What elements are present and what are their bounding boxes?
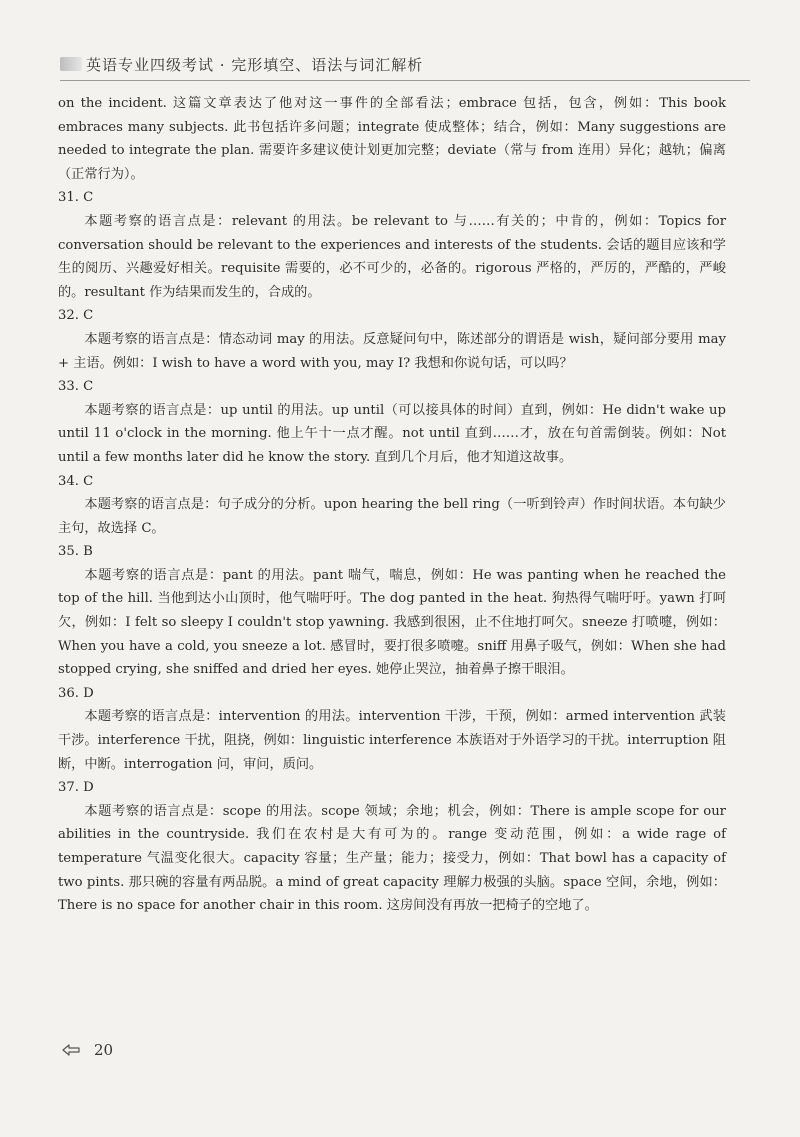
explanation-36: 本题考察的语言点是：intervention 的用法。intervention 干涉，干预，例如：armed intervention 武装干涉。interference 干扰，阻挠，例如：linguistic interference 本族语对于外语学习的干扰。interruption 阻断，中断。interrogation 问，审问，质问。 bbox=[58, 709, 726, 772]
left-arrow-icon bbox=[62, 1043, 80, 1057]
explanation-35: 本题考察的语言点是：pant 的用法。pant 喘气，喘息，例如：He was panting when he reached the top of the hill. 当他到达小山顶时，他气喘吁吁。The dog panted in the heat. 狗热得气喘吁吁。yawn 打呵欠，例如：I felt so sleepy I couldn't stop yawning. 我感到很困，止不住地打呵欠。sneeze 打喷嚏，例如：When you have a cold, you sneeze a lot. 感冒时，要打很多喷嚏。sniff 用鼻子吸气，例如：When she had stopped crying, she sniffed and dried her eyes. 她停止哭泣，抽着鼻子擦干眼泪。 bbox=[58, 567, 726, 678]
header-title: 英语专业四级考试 · 完形填空、语法与词汇解析 bbox=[86, 55, 424, 74]
page-number: 20 bbox=[94, 1041, 114, 1059]
running-header bbox=[60, 50, 750, 78]
answer-number-35: 35. B bbox=[58, 544, 93, 560]
explanation-33: 本题考察的语言点是：up until 的用法。up until（可以接具体的时间）直到，例如：He didn't wake up until 11 o'clock in the morning. 他上午十一点才醒。not until 直到……才，放在句首需倒装。例如：Not until a few months later did he know the story. 直到几个月后，他才知道这故事。 bbox=[58, 402, 726, 465]
answer-number-31: 31. C bbox=[58, 190, 94, 206]
answer-number-36: 36. D bbox=[58, 685, 94, 701]
explanation-37: 本题考察的语言点是：scope 的用法。scope 领域；余地；机会，例如：There is ample scope for our abilities in the countryside. 我们在农村是大有可为的。range 变动范围，例如：a wide rage of temperature 气温变化很大。capacity 容量；生产量；能力；接受力，例如：That bowl has a capacity of two pints. 那只碗的容量有两品脱。a mind of great capacity 理解力极强的头脑。space 空间，余地，例如：There is no space for another chair in this room. 这房间没有再放一把椅子的空地了。 bbox=[58, 803, 726, 914]
book-icon bbox=[60, 57, 82, 71]
continued-paragraph: on the incident. 这篇文章表达了他对这一事件的全部看法；embrace 包括，包含，例如：This book embraces many subjects. 此书包括许多问题；integrate 使成整体；结合，例如：Many suggestions are needed to integrate the plan. 需要许多建议使计划更加完整；deviate（常与 from 连用）异化；越轨；偏离（正常行为）。 bbox=[58, 96, 726, 182]
answer-number-34: 34. C bbox=[58, 473, 94, 489]
page-footer bbox=[62, 1038, 113, 1062]
explanation-32: 本题考察的语言点是：情态动词 may 的用法。反意疑问句中，陈述部分的谓语是 wish，疑问部分要用 may + 主语。例如：I wish to have a word with you, may I? 我想和你说句话，可以吗？ bbox=[58, 331, 726, 371]
header-divider bbox=[60, 80, 750, 81]
page-body bbox=[58, 92, 726, 918]
answer-number-32: 32. C bbox=[58, 308, 94, 324]
explanation-34: 本题考察的语言点是：句子成分的分析。upon hearing the bell ring（一听到铃声）作时间状语。本句缺少主句，故选择 C。 bbox=[58, 497, 726, 536]
answer-number-33: 33. C bbox=[58, 379, 94, 395]
explanation-31: 本题考察的语言点是：relevant 的用法。be relevant to 与……有关的；中肯的，例如：Topics for conversation should be relevant to the experiences and interests of the students. 会话的题目应该和学生的阅历、兴趣爱好相关。requisite 需要的，必不可少的，必备的。rigorous 严格的，严厉的，严酷的，严峻的。resultant 作为结果而发生的，合成的。 bbox=[58, 213, 726, 300]
answer-number-37: 37. D bbox=[58, 780, 94, 796]
